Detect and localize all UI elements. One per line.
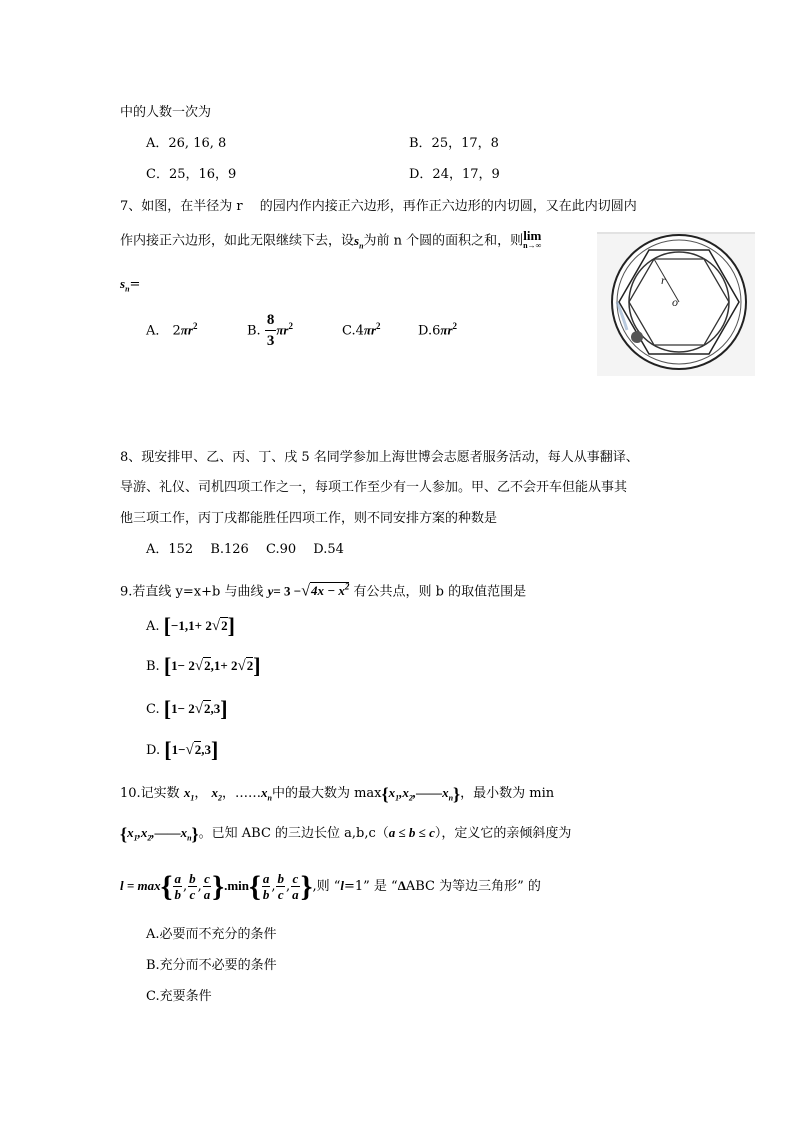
hexagon-circle-figure bbox=[597, 232, 755, 376]
q10-option-a: A.必要而不充分的条件 bbox=[146, 927, 277, 942]
q6-option-b: B．25，17，8 bbox=[409, 136, 499, 151]
q10-line3: l = max{ $\frac{a}{b}$ , $\frac{b}{c}$ , $\frac{c}{a}$ }.min{ $\frac{a}{b}$ , $\frac{b}{c}$ , $\frac{c}{a}$ },则 “l=1” 是 “ΔABC 为等边三角形” 的 bbox=[120, 870, 541, 903]
q8-text-line1: 8、现安排甲、乙、丙、丁、戌 5 名同学参加上海世博会志愿者服务活动，每人从事翻译、 bbox=[120, 450, 639, 465]
q8-text-line2: 导游、礼仪、司机四项工作之一，每项工作至少有一人参加。甲、乙不会开车但能从事其 bbox=[120, 480, 628, 495]
q7-text-line2 bbox=[120, 228, 542, 255]
figure-label-r: r bbox=[661, 273, 666, 287]
q9-stem: 9.若直线 y=x+b 与曲线 $y= 3 -√4x - x^2$ 有公共点，则 b 的取值范围是 bbox=[120, 582, 527, 600]
s-n-symbol: $s_n$ bbox=[354, 232, 364, 251]
q6-line: 中的人数一次为 bbox=[120, 105, 212, 120]
q9-equation: y bbox=[267, 583, 274, 599]
q8-options: A．152 B.126 C.90 D.54 bbox=[146, 542, 344, 557]
q9-option-a: A. [−1,1+ 2√2] bbox=[146, 613, 235, 638]
q7-option-a: A． $2\pi r^2$ bbox=[146, 321, 198, 339]
q6-option-d: D．24，17，9 bbox=[409, 167, 500, 182]
q7-option-c: $C.4\pi r^2$ bbox=[342, 321, 381, 339]
q7-option-d: $D.6\pi r^2$ bbox=[418, 321, 458, 339]
q8-text-line3: 他三项工作，丙丁戌都能胜任四项工作，则不同安排方案的种数是 bbox=[120, 511, 498, 526]
q6-option-a: A．26, 16, 8 bbox=[146, 136, 227, 151]
q7-limit-result: $s_n=$ bbox=[120, 276, 141, 294]
q7-text2b: 为前 n 个圆的面积之和，则 bbox=[363, 233, 524, 249]
q10-option-c: C.充要条件 bbox=[146, 989, 212, 1004]
q9-radicand: $4x - x^2$ bbox=[310, 582, 350, 599]
q10-option-b: B.充分而不必要的条件 bbox=[146, 958, 277, 973]
figure-label-o: o bbox=[672, 295, 678, 309]
q9-option-b: B. [1− 2√2,1+ 2√2] bbox=[146, 653, 261, 678]
q10-line1: 10.记实数 $x_1$， $x_2$，$\dots\dots x_n$中的最大数为 $\max\{x_1,x_2,——x_n\}$，最小数为 min bbox=[120, 784, 555, 804]
eight-thirds-fraction: $\frac{8}{3}$ bbox=[266, 312, 275, 350]
q7-text-line1: 7、如图，在半径为 r 的园内作内接正六边形，再作正六边形的内切圆，又在此内切圆内 bbox=[120, 199, 637, 214]
figure-dot bbox=[631, 331, 643, 343]
q7-text2a: 作内接正六边形，如此无限继续下去，设 bbox=[120, 233, 355, 249]
q9-option-d: D. [1−√2,3] bbox=[146, 737, 219, 762]
q10-line2: $\{x_1,x_2,——x_n\}$。已知 ABC 的三边长位 a,b,c（a ≤ b ≤ c），定义它的亲倾斜度为 bbox=[120, 824, 572, 844]
limit-symbol: lim n→∞ bbox=[523, 228, 542, 250]
q7-option-b: B. $\frac{8}{3}$ $\pi r^2$ bbox=[247, 312, 293, 350]
q6-option-c: C．25，16，9 bbox=[146, 167, 237, 182]
q9-option-c: C. [1− 2√2,3] bbox=[146, 696, 228, 721]
